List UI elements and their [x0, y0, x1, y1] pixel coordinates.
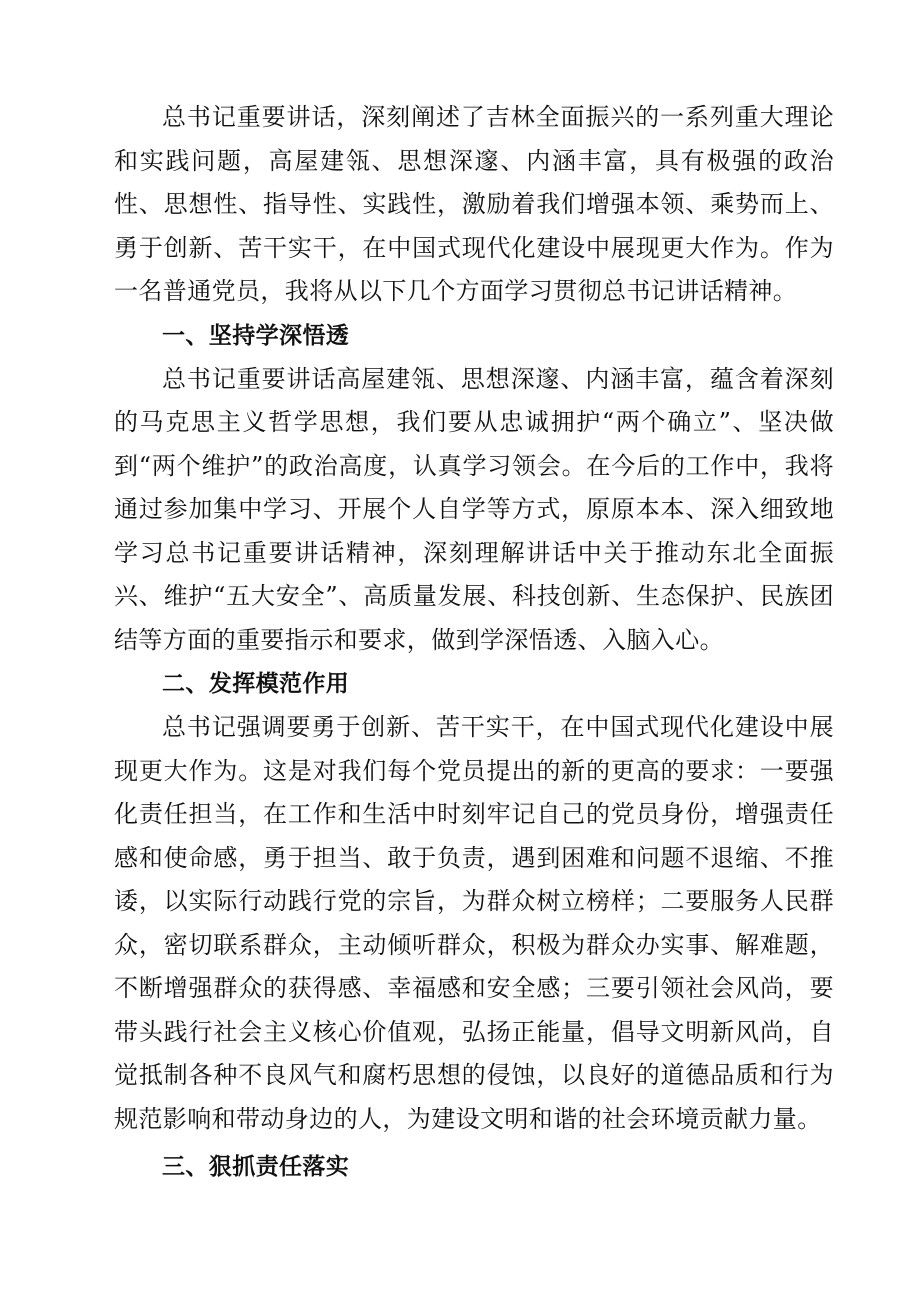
section-paragraph-2: 总书记强调要勇于创新、苦干实干，在中国式现代化建设中展现更大作为。这是对我们每个党员提出的新的更高的要求：一要强化责任担当，在工作和生活中时刻牢记自己的党员身份，增强责任感和使命感，勇于担当、敢于负责，遇到困难和问题不退缩、不推诿，以实际行动践行党的宗旨，为群众树立榜样；二要服务人民群众，密切联系群众，主动倾听群众，积极为群众办实事、解难题，不断增强群众的获得感、幸福感和安全感；三要引领社会风尚，要带头践行社会主义核心价值观，弘扬正能量，倡导文明新风尚，自觉抵制各种不良风气和腐朽思想的侵蚀，以良好的道德品质和行为规范影响和带动身边的人，为建设文明和谐的社会环境贡献力量。: [114, 713, 834, 1133]
section-heading-2: 二、发挥模范作用: [162, 671, 350, 697]
section-heading-3: 三、狠抓责任落实: [162, 1154, 350, 1180]
intro-paragraph: 总书记重要讲话，深刻阐述了吉林全面振兴的一系列重大理论和实践问题，高屋建瓴、思想深邃、内涵丰富，具有极强的政治性、思想性、指导性、实践性，激励着我们增强本领、乘势而上、勇于创新、苦干实干，在中国式现代化建设中展现更大作为。作为一名普通党员，我将从以下几个方面学习贯彻总书记讲话精神。: [114, 103, 834, 305]
section-heading-1: 一、坚持学深悟透: [162, 322, 350, 349]
section-paragraph-1: 总书记重要讲话高屋建瓴、思想深邃、内涵丰富，蕴含着深刻的马克思主义哲学思想，我们要从忠诚拥护“两个确立”、坚决做到“两个维护”的政治高度，认真学习领会。在今后的工作中，我将通过参加集中学习、开展个人自学等方式，原原本本、深入细致地学习总书记重要讲话精神，深刻理解讲话中关于推动东北全面振兴、维护“五大安全”、高质量发展、科技创新、生态保护、民族团结等方面的重要指示和要求，做到学深悟透、入脑入心。: [114, 364, 834, 654]
document-body: [114, 96, 834, 1189]
